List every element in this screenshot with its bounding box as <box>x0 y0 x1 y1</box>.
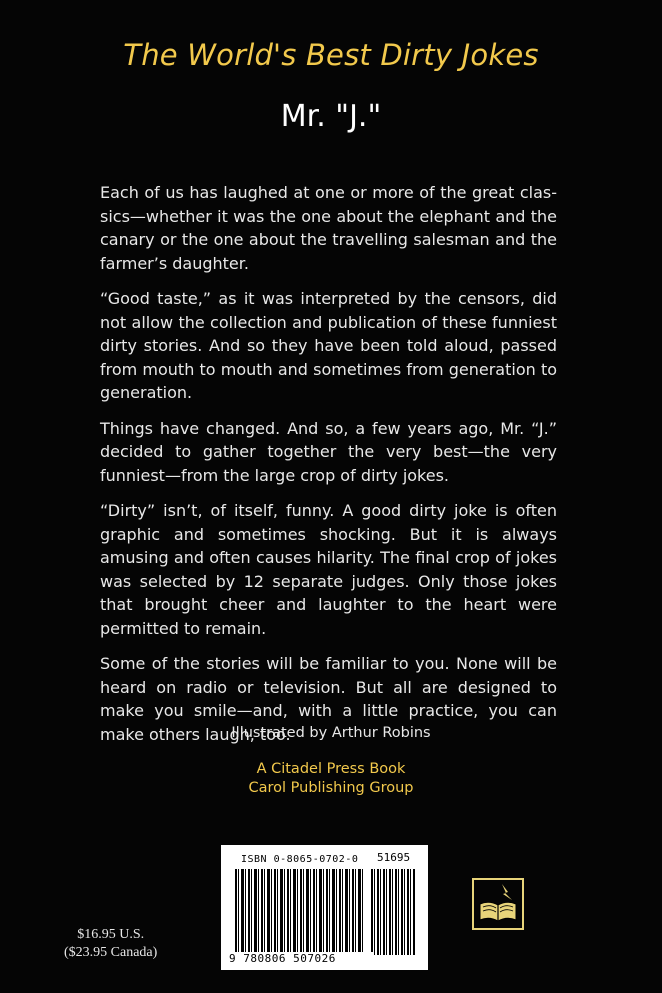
blurb-paragraph: Things have changed. And so, a few years ago, Mr. “J.” decided to gather together the very best—the very funniest—from the large crop of dirty jokes. <box>100 418 557 485</box>
book-title: The World's Best Dirty Jokes <box>123 38 539 72</box>
ean-number: 9 780806 507026 <box>229 952 374 965</box>
blurb <box>100 181 557 758</box>
price-us: $16.95 U.S. <box>77 927 145 942</box>
author-name: Mr. "J." <box>280 99 382 134</box>
blurb-paragraph: “Good taste,” as it was interpreted by the censors, did not allow the collection and publication of these funniest dirty stories. And so they have been told aloud, passed from mouth to mouth and sometimes from generation to generation. <box>100 289 557 402</box>
publisher-line-1: A Citadel Press Book <box>256 761 406 777</box>
supplement-barcode-bars <box>371 869 415 955</box>
blurb-paragraph: “Dirty” isn’t, of itself, funny. A good dirty joke is often graphic and sometimes shocking. But it is always amusing and often causes hilarity. The final crop of jokes was selected by 12 separate judges. Only those jokes that brought cheer and laughter to the heart were permitted to remain. <box>100 501 557 638</box>
isbn-number: ISBN 0-8065-0702-0 <box>241 854 359 865</box>
publisher-credit <box>0 760 662 798</box>
supplement-number: 51695 <box>377 851 411 864</box>
publisher-line-2: Carol Publishing Group <box>248 780 414 796</box>
price-canada: ($23.95 Canada) <box>64 945 158 960</box>
price-block <box>64 926 157 962</box>
blurb-paragraph: Each of us has laughed at one or more of the great classics—whether it was the one about the elephant and the canary or the one about the travelling salesman and the farmer’s daughter. <box>100 183 557 273</box>
blurb-paragraph: Some of the stories will be familiar to you. None will be heard on radio or television. But all are designed to make you smile—and, with a little practice, you can make others laugh, too. <box>100 654 557 744</box>
illustrator-credit: Illustrated by Arthur Robins <box>231 725 431 741</box>
barcode <box>221 845 428 970</box>
open-book-icon <box>472 878 524 930</box>
barcode-bars <box>235 869 365 955</box>
